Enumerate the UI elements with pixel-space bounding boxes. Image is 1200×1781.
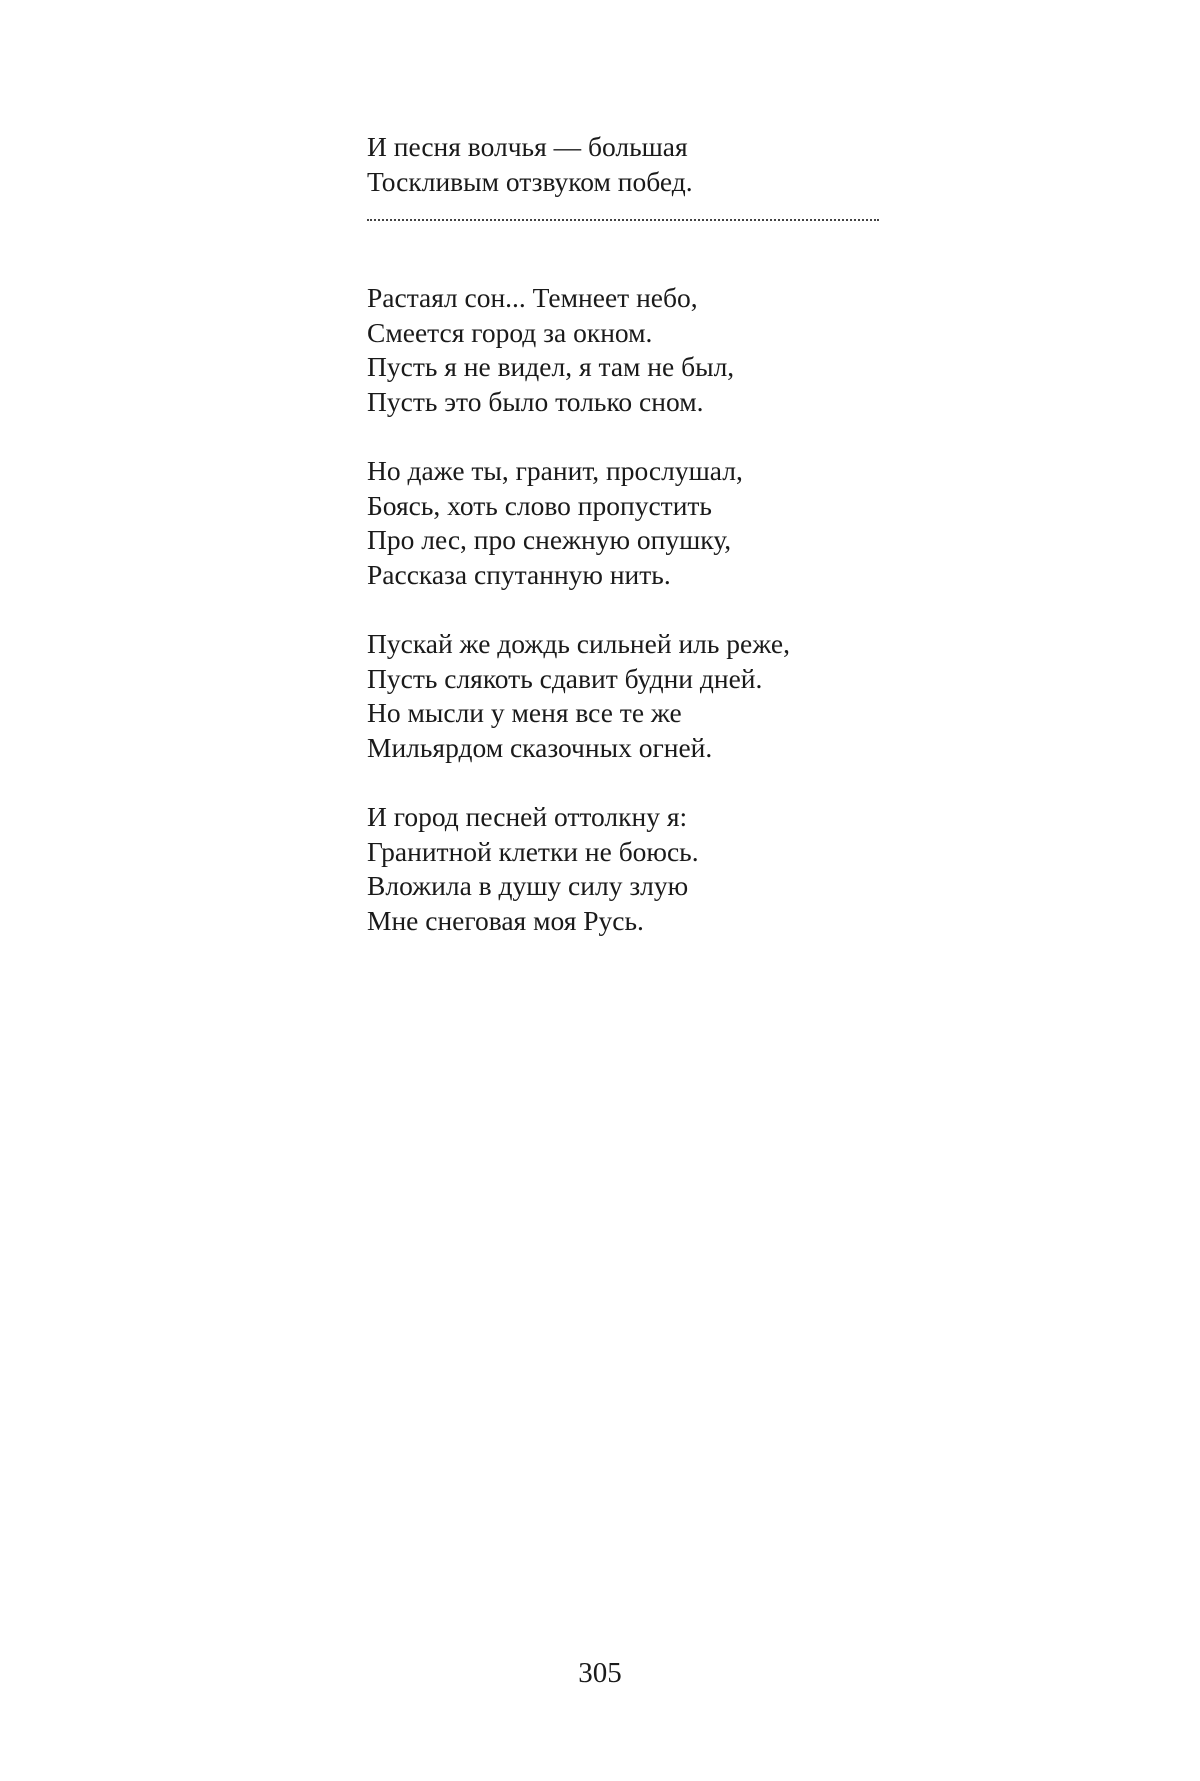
- poem-line: Мне снеговая моя Русь.: [367, 904, 644, 936]
- poem-line: Но мысли у меня все те же: [367, 697, 682, 728]
- poem-line: Боясь, хоть слово пропустить: [367, 489, 712, 521]
- poem-line: Пусть я не видел, я там не был,: [367, 351, 735, 382]
- opening-stanza: [367, 130, 927, 199]
- poem-line: И песня волчья — большая: [367, 131, 688, 162]
- poem-line: Рассказа спутанную нить.: [367, 558, 671, 590]
- poem-line: Растаял сон... Темнеет небо,: [367, 282, 698, 313]
- poem-line: Мильярдом сказочных огней.: [367, 731, 713, 763]
- poem-line: Пускай же дождь сильней иль реже,: [367, 628, 790, 659]
- poem-line: Пусть слякоть сдавит будни дней.: [367, 662, 763, 694]
- stanza-1: [367, 281, 927, 419]
- poem-line: Тоскливым отзвуком побед.: [367, 165, 693, 197]
- stanza-3: [367, 627, 927, 765]
- dotted-separator: [367, 219, 879, 221]
- poem-line: Смеется город за окном.: [367, 316, 653, 348]
- poem-line: Вложила в душу силу злую: [367, 870, 689, 901]
- poem-line: Пусть это было только сном.: [367, 385, 704, 417]
- stanza-4: [367, 800, 927, 938]
- poem-line: И город песней оттолкну я:: [367, 801, 688, 832]
- stanza-2: [367, 454, 927, 592]
- page-number: 305: [578, 1657, 622, 1689]
- poem-line: Но даже ты, гранит, прослушал,: [367, 455, 743, 486]
- poem-line: Про лес, про снежную опушку,: [367, 524, 732, 555]
- poem: [367, 130, 927, 973]
- poem-line: Гранитной клетки не боюсь.: [367, 835, 699, 867]
